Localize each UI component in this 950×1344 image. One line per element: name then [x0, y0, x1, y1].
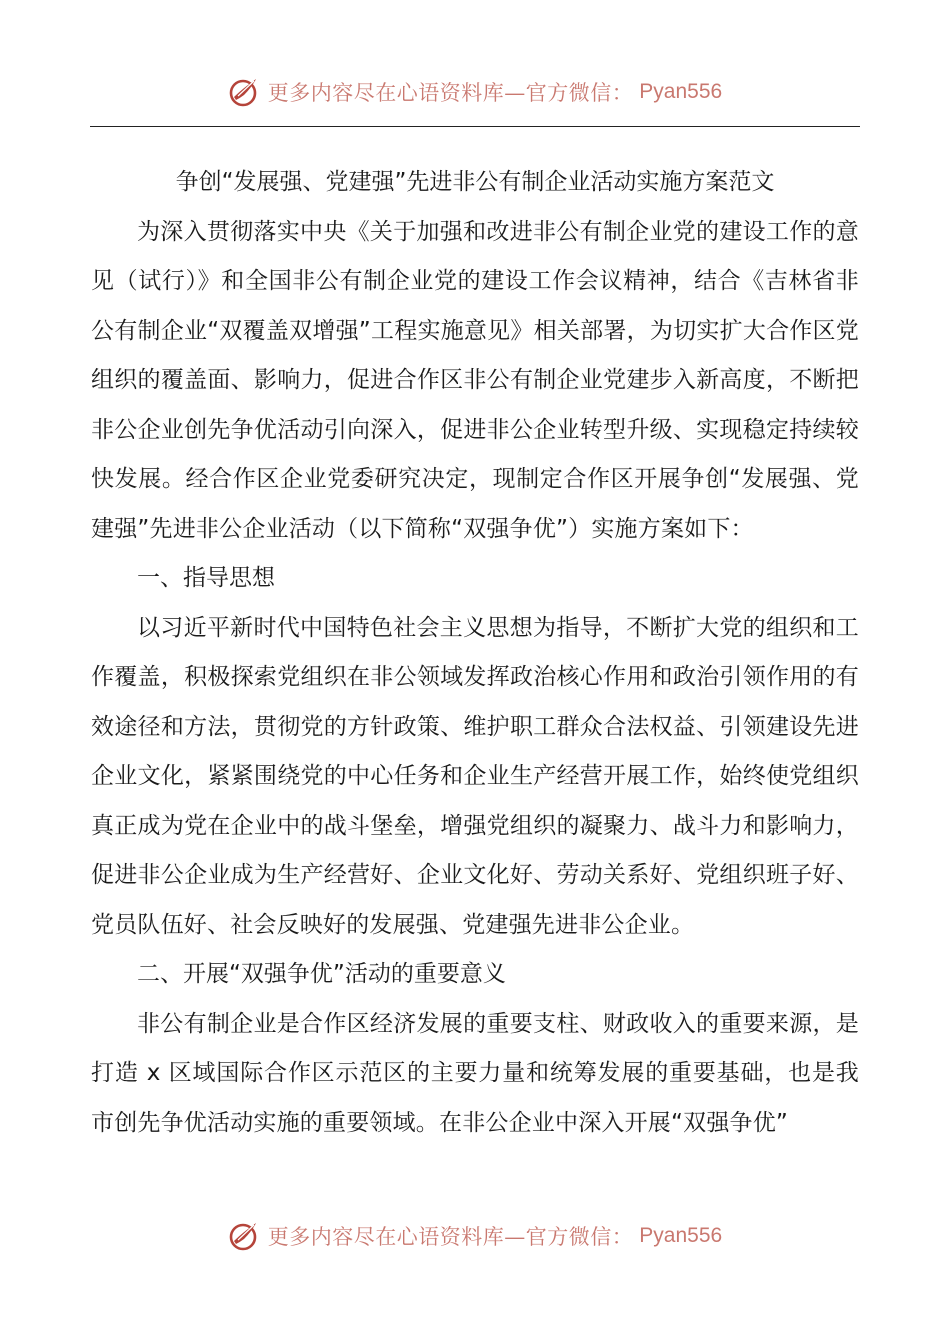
header-watermark — [0, 72, 950, 112]
watermark-text: 更多内容尽在心语资料库—官方微信： — [267, 1225, 634, 1249]
watermark-text: 更多内容尽在心语资料库—官方微信： — [267, 81, 634, 105]
quill-logo-icon — [228, 75, 262, 109]
guiding-thought-paragraph: 以习近平新时代中国特色社会主义思想为指导，不断扩大党的组织和工作覆盖，积极探索党组织在非公领域发挥政治核心作用和政治引领作用的有效途径和方法，贯彻党的方针政策、维护职工群众合法权益、引领建设先进企业文化，紧紧围绕党的中心任务和企业生产经营开展工作，始终使党组织真正成为党在企业中的战斗堡垒，增强党组织的凝聚力、战斗力和影响力，促进非公企业成为生产经营好、企业文化好、劳动关系好、党组织班子好、党员队伍好、社会反映好的发展强、党建强先进非公企业。 — [91, 614, 859, 938]
watermark-wechat-id: Pyan556 — [639, 1224, 723, 1247]
intro-paragraph: 为深入贯彻落实中央《关于加强和改进非公有制企业党的建设工作的意见（试行）》和全国非公有制企业党的建设工作会议精神，结合《吉林省非公有制企业“双覆盖双增强”工程实施意见》相关部署，为切实扩大合作区党组织的覆盖面、影响力，促进合作区非公有制企业党建步入新高度，不断把非公企业创先争优活动引向深入，促进非公企业转型升级、实现稳定持续较快发展。经合作区企业党委研究决定，现制定合作区开展争创“发展强、党建强”先进非公企业活动（以下简称“双强争优”）实施方案如下： — [91, 218, 859, 542]
header-divider — [90, 126, 860, 127]
section-heading-guiding-thought: 一、指导思想 — [137, 565, 275, 591]
significance-paragraph: 非公有制企业是合作区经济发展的重要支柱、财政收入的重要来源，是打造 x 区域国际合作区示范区的主要力量和统筹发展的重要基础，也是我市创先争优活动实施的重要领域。在非公企业中深入开展“双强争优” — [91, 1010, 859, 1136]
document-title: 争创“发展强、党建强”先进非公有制企业活动实施方案范文 — [175, 169, 775, 195]
quill-logo-icon — [228, 1219, 262, 1253]
footer-watermark — [0, 1216, 950, 1256]
document-body — [91, 158, 859, 1148]
section-heading-significance: 二、开展“双强争优”活动的重要意义 — [137, 961, 506, 987]
watermark-wechat-id: Pyan556 — [639, 80, 723, 103]
